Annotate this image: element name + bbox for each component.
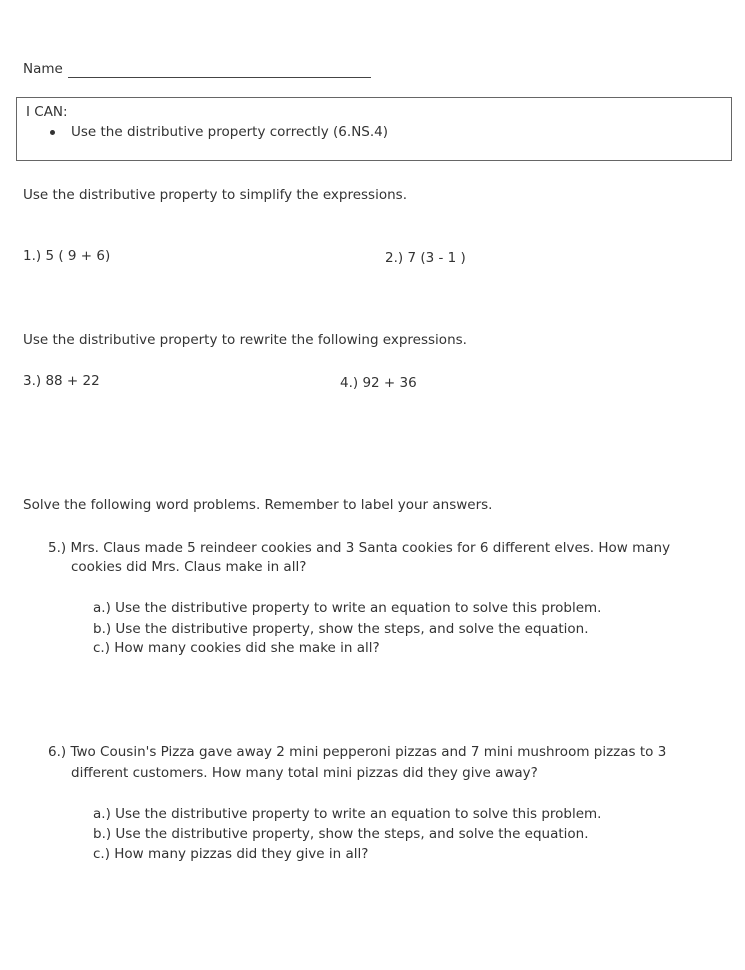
problem-6-part-a: a.) Use the distributive property to write an equation to solve this problem. (93, 806, 602, 822)
name-field[interactable] (68, 77, 371, 78)
i-can-item: Use the distributive property correctly (6.NS.4) (71, 124, 389, 140)
bullet-icon (50, 130, 55, 135)
problem-5-part-a: a.) Use the distributive property to write an equation to solve this problem. (93, 600, 602, 616)
name-label: Name (23, 61, 63, 77)
problem-6-line-1: 6.) Two Cousin's Pizza gave away 2 mini pepperoni pizzas and 7 mini mushroom pizzas to 3 (48, 744, 667, 760)
problem-3: 3.) 88 + 22 (23, 373, 100, 389)
problem-5-line-1: 5.) Mrs. Claus made 5 reindeer cookies and 3 Santa cookies for 6 different elves. How many (48, 540, 671, 556)
problem-6-part-b: b.) Use the distributive property, show the steps, and solve the equation. (93, 826, 589, 842)
problem-5-part-b: b.) Use the distributive property, show the steps, and solve the equation. (93, 621, 589, 637)
i-can-title: I CAN: (26, 104, 68, 120)
problem-5-part-c: c.) How many cookies did she make in all? (93, 640, 380, 656)
problem-2: 2.) 7 (3 - 1 ) (385, 250, 466, 266)
problem-6-part-c: c.) How many pizzas did they give in all? (93, 846, 369, 862)
section3-instruction: Solve the following word problems. Remember to label your answers. (23, 497, 493, 513)
problem-1: 1.) 5 ( 9 + 6) (23, 248, 111, 264)
section1-instruction: Use the distributive property to simplify the expressions. (23, 187, 407, 203)
section2-instruction: Use the distributive property to rewrite the following expressions. (23, 332, 467, 348)
problem-4: 4.) 92 + 36 (340, 375, 417, 391)
problem-5-line-2: cookies did Mrs. Claus make in all? (71, 559, 307, 575)
problem-6-line-2: different customers. How many total mini pizzas did they give away? (71, 765, 538, 781)
